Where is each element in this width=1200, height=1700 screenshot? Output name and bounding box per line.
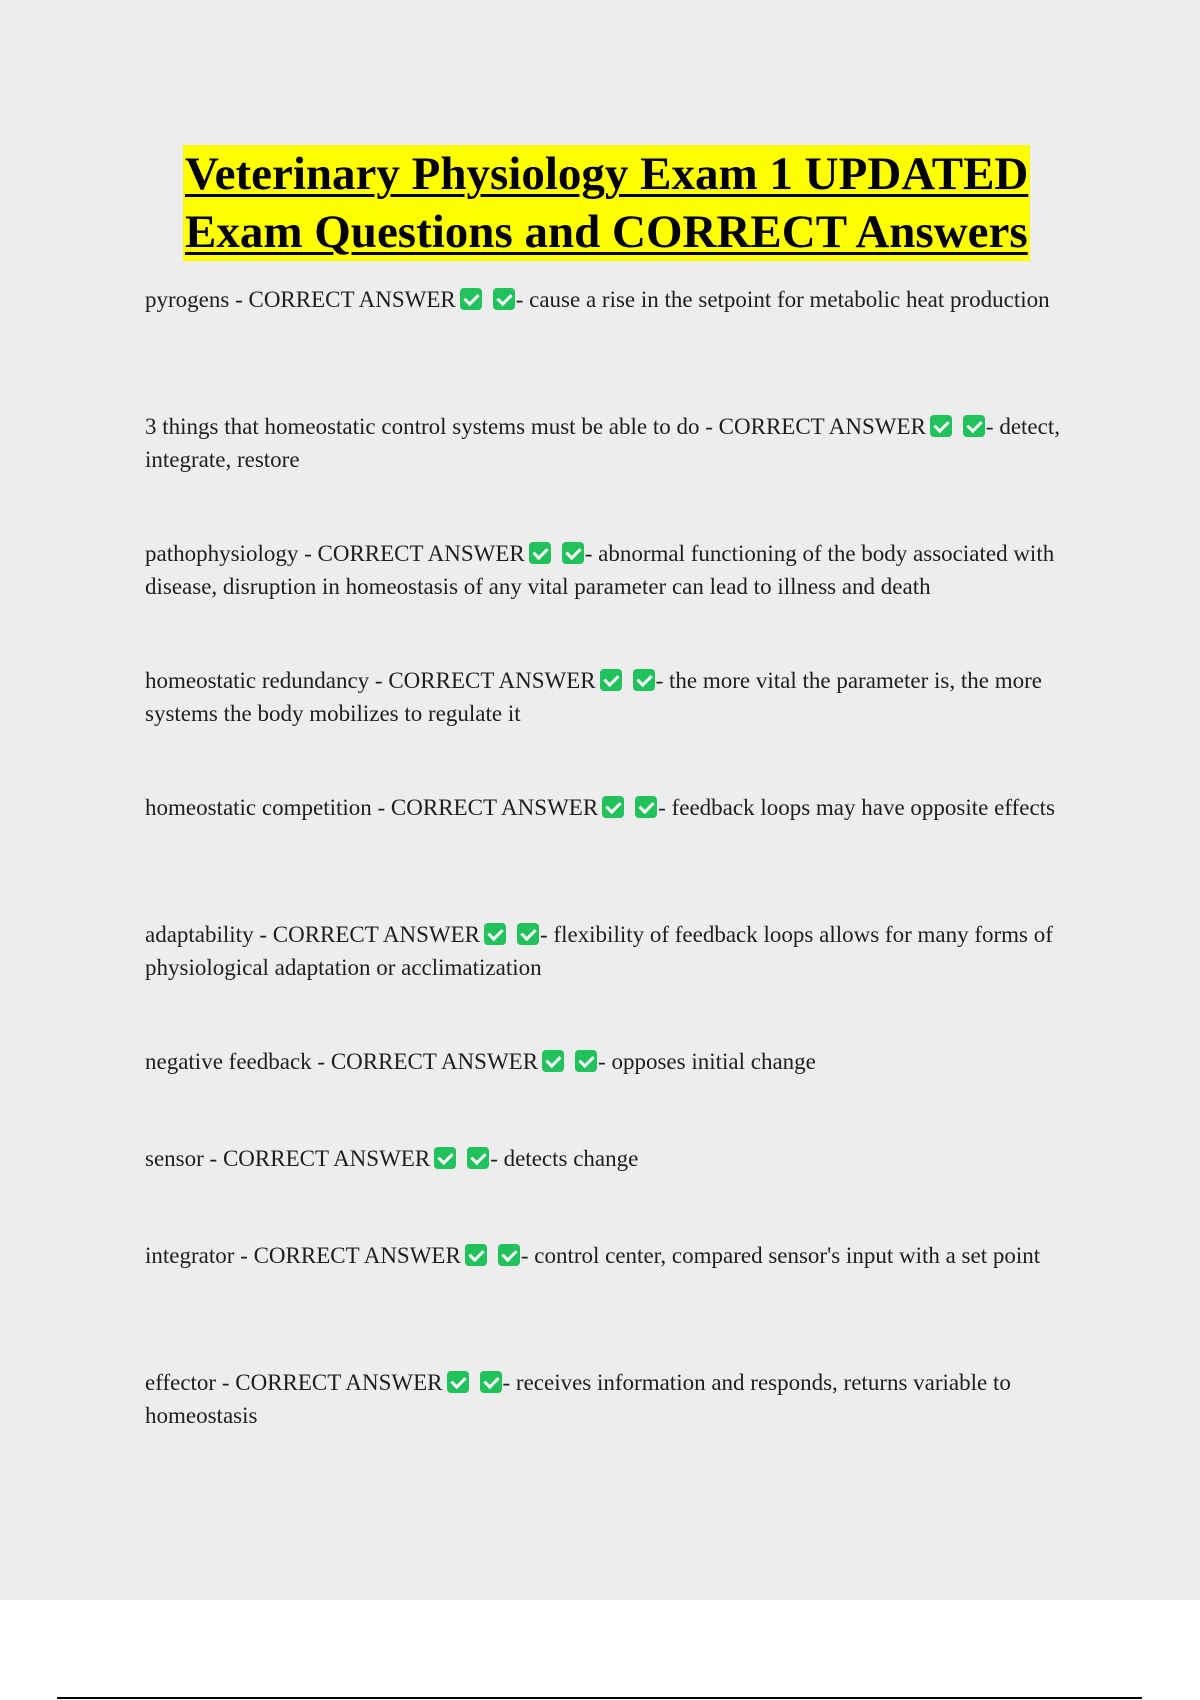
document-title — [183, 145, 1063, 261]
title-line-2: Exam Questions and CORRECT Answers — [183, 203, 1030, 261]
check-mark-icon — [480, 1371, 502, 1393]
check-mark-icon — [434, 1147, 456, 1169]
title-line-1: Veterinary Physiology Exam 1 UPDATED — [183, 145, 1030, 203]
check-mark-icon — [633, 669, 655, 691]
qa-answer: - the more vital the parameter is, the more systems the body mobilizes to regulate it — [145, 668, 1042, 726]
qa-answer: - abnormal functioning of the body associated with disease, disruption in homeostasis of any vital parameter can lead to illness and death — [145, 541, 1055, 599]
qa-answer: - detect, integrate, restore — [145, 414, 1060, 472]
check-mark-icon — [493, 288, 515, 310]
qa-item — [145, 1239, 1085, 1272]
correct-answer-label: CORRECT ANSWER — [272, 922, 480, 947]
check-mark-icon — [602, 796, 624, 818]
check-mark-icon — [930, 415, 952, 437]
correct-answer-label: CORRECT ANSWER — [222, 1146, 431, 1171]
correct-answer-label: CORRECT ANSWER — [248, 287, 456, 312]
qa-item — [145, 1366, 1085, 1432]
check-mark-icon — [498, 1244, 520, 1266]
qa-answer: - cause a rise in the setpoint for metabolic heat production — [515, 287, 1050, 312]
qa-item — [145, 1142, 1085, 1175]
check-mark-icon — [467, 1147, 489, 1169]
qa-item — [145, 918, 1085, 984]
correct-answer-label: CORRECT ANSWER — [330, 1049, 539, 1074]
check-mark-icon — [460, 288, 482, 310]
check-mark-icon — [963, 415, 985, 437]
correct-answer-label: CORRECT ANSWER — [235, 1370, 443, 1395]
qa-answer: - feedback loops may have opposite effects — [658, 795, 1055, 820]
qa-item — [145, 791, 1085, 824]
qa-term: integrator - — [145, 1243, 254, 1268]
qa-answer: - receives information and responds, returns variable to homeostasis — [145, 1370, 1011, 1428]
qa-answer: - detects change — [490, 1146, 639, 1171]
qa-item — [145, 1045, 1085, 1078]
qa-term: sensor - — [145, 1146, 223, 1171]
check-mark-icon — [562, 542, 584, 564]
correct-answer-label: CORRECT ANSWER — [390, 795, 599, 820]
check-mark-icon — [517, 923, 539, 945]
qa-item — [145, 283, 1085, 316]
qa-term: pyrogens - — [145, 287, 249, 312]
correct-answer-label: CORRECT ANSWER — [317, 541, 525, 566]
qa-item — [145, 664, 1085, 730]
qa-term: effector - — [145, 1370, 236, 1395]
qa-item — [145, 410, 1085, 476]
qa-term: 3 things that homeostatic control systems must be able to do - — [145, 414, 719, 439]
qa-answer: - opposes initial change — [598, 1049, 816, 1074]
qa-term: homeostatic redundancy - — [145, 668, 389, 693]
qa-term: adaptability - — [145, 922, 273, 947]
qa-answer: - flexibility of feedback loops allows for many forms of physiological adaptation or acclimatization — [145, 922, 1053, 980]
check-mark-icon — [529, 542, 551, 564]
check-mark-icon — [542, 1050, 564, 1072]
check-mark-icon — [635, 796, 657, 818]
check-mark-icon — [575, 1050, 597, 1072]
correct-answer-label: CORRECT ANSWER — [718, 414, 926, 439]
qa-item — [145, 537, 1085, 603]
qa-term: homeostatic competition - — [145, 795, 391, 820]
qa-answer: - control center, compared sensor's input with a set point — [520, 1243, 1041, 1268]
check-mark-icon — [447, 1371, 469, 1393]
correct-answer-label: CORRECT ANSWER — [388, 668, 596, 693]
correct-answer-label: CORRECT ANSWER — [253, 1243, 461, 1268]
qa-term: pathophysiology - — [145, 541, 318, 566]
qa-term: negative feedback - — [145, 1049, 331, 1074]
check-mark-icon — [600, 669, 622, 691]
check-mark-icon — [465, 1244, 487, 1266]
page-divider — [57, 1697, 1142, 1699]
check-mark-icon — [484, 923, 506, 945]
